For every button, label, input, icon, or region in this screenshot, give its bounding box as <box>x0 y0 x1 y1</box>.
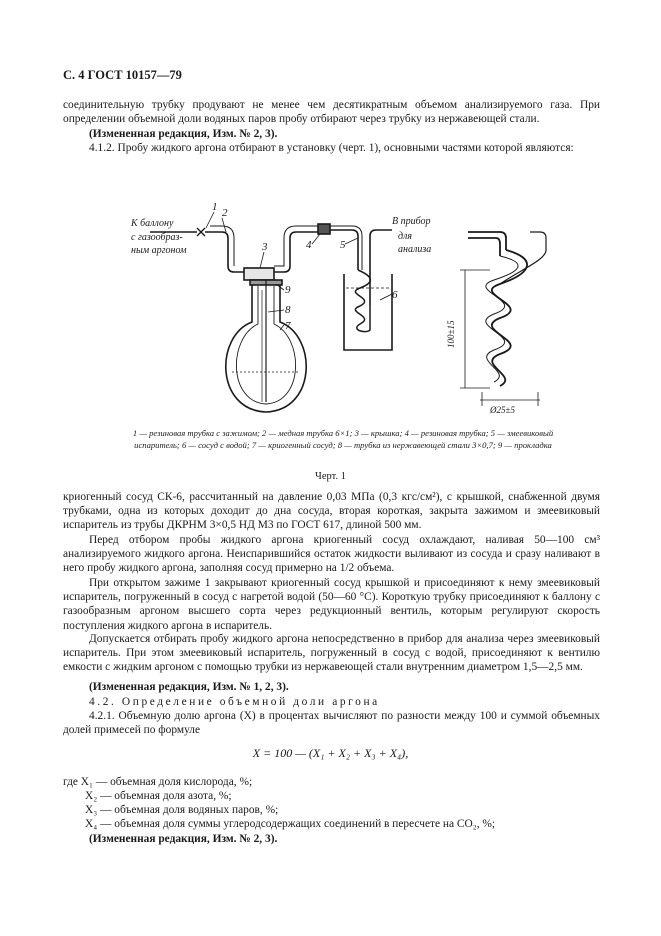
water-vessel <box>344 274 392 350</box>
callout-6: 6 <box>392 289 398 301</box>
lid <box>244 268 274 280</box>
clamp <box>197 228 205 236</box>
rubber-hose <box>318 224 330 234</box>
label-right-2: для <box>398 231 413 242</box>
paragraph-cooling: Перед отбором пробы жидкого аргона криогенный сосуд охлаждают, наливая 50—100 см³ анализируемого жидкого аргона. Неиспарившийся остаток жидкости выливают из сосуда и сразу наливают в него пробу жидкого аргона, заполняя сосуд примерно на 1/2 объема. <box>63 534 600 575</box>
definition-x3: X₃ — объемная доля водяных паров, %; <box>85 804 279 816</box>
label-right-1: В прибор <box>392 216 431 227</box>
large-coil-detail <box>468 232 546 386</box>
label-left-3: ным аргоном <box>131 245 187 256</box>
definition-x2: X₂ — объемная доля азота, %; <box>85 790 232 802</box>
definition-x4: X₄ — объемная доля суммы углеродсодержащих соединений в пересчете на СО₂, %; <box>85 818 496 830</box>
amendment-note-3: (Измененная редакция, Изм. № 2, 3). <box>89 833 278 845</box>
paragraph-4-2-1: 4.2.1. Объемную долю аргона (X) в процентах вычисляют по разности между 100 и суммой объемных долей примесей по формуле <box>63 710 600 737</box>
callout-7: 7 <box>285 320 291 332</box>
callout-2: 2 <box>222 207 228 219</box>
label-right-3: анализа <box>398 244 432 255</box>
paragraph-1: соединительную трубку продувают не менее чем десятикратным объемом анализируемого газа. При определении объемной доли водяных паров пробу отбирают через трубку из нержавеющей стали. <box>63 99 600 126</box>
coil-outlet-tube <box>370 230 392 305</box>
small-coil <box>355 270 370 332</box>
callout-3: 3 <box>262 241 268 253</box>
variable-definitions <box>63 775 495 831</box>
callout-4: 4 <box>306 239 312 251</box>
amendment-note-1: (Измененная редакция, Изм. № 2, 3). <box>89 128 278 140</box>
figure-caption: 1 — резиновая трубка с зажимом; 2 — медная трубка 6×1; 3 — крышка; 4 — резиновая трубка; 5 — змеевиковый испаритель; 6 — сосуд с водой; 7 — криогенный сосуд; 8 — трубка из нержавеющей стали 3×0,7; 9 — прокладка <box>132 428 554 450</box>
paragraph-vessel: криогенный сосуд СК-6, рассчитанный на давление 0,03 МПа (0,3 кгс/см²), с крышкой, снабженной двумя трубками, одна из которых доходит до дна сосуда, вторая короткая, закрыта зажимом и змеевиковый испаритель из трубы ДКРНМ 3×0,5 НД М3 по ГОСТ 617, длиной 500 мм. <box>63 491 600 532</box>
definition-x1: где X₁ — объемная доля кислорода, %; <box>63 776 253 788</box>
copper-tube <box>205 232 246 272</box>
paragraph-4-1-2: 4.1.2. Пробу жидкого аргона отбирают в установку (черт. 1), основными частями которой являются: <box>89 142 574 154</box>
formula: X = 100 — (X₁ + X₂ + X₃ + X₄), <box>252 746 409 760</box>
paragraph-direct: Допускается отбирать пробу жидкого аргона непосредственно в прибор для анализа через змеевиковый испаритель. При этом змеевиковый испаритель, погруженный в сосуд с водой, присоединяют к вентилю емкости с жидким аргоном с помощью трубки из нержавеющей стали внутренним диаметром 1,5—2,5 мм. <box>63 633 600 674</box>
dimension-height: 100±15 <box>446 320 456 348</box>
section-heading-4-2: 4.2. Определение объемной доли аргона <box>89 696 380 708</box>
callout-5: 5 <box>340 239 346 251</box>
callout-1: 1 <box>212 201 218 213</box>
figure-title: Черт. 1 <box>315 471 346 482</box>
callout-8: 8 <box>285 304 291 316</box>
label-left-2: с газообраз- <box>131 232 183 243</box>
paragraph-clamp: При открытом зажиме 1 закрывают криогенный сосуд крышкой и присоединяют к нему змеевиковый испаритель, погруженный в сосуд с нагретой водой (50—60 °С). Короткую трубку присоединяют к баллону с газообразным аргоном высшего сорта через редукционный вентиль, которым регулируют скорость поступления жидкого аргона в испаритель. <box>63 577 600 632</box>
label-left-1: К баллону <box>131 218 174 229</box>
callout-9: 9 <box>285 284 291 296</box>
amendment-note-2: (Измененная редакция, Изм. № 1, 2, 3). <box>89 681 289 693</box>
dimension-diameter: Ø25±5 <box>490 405 515 415</box>
page-header: С. 4 ГОСТ 10157—79 <box>63 68 182 82</box>
